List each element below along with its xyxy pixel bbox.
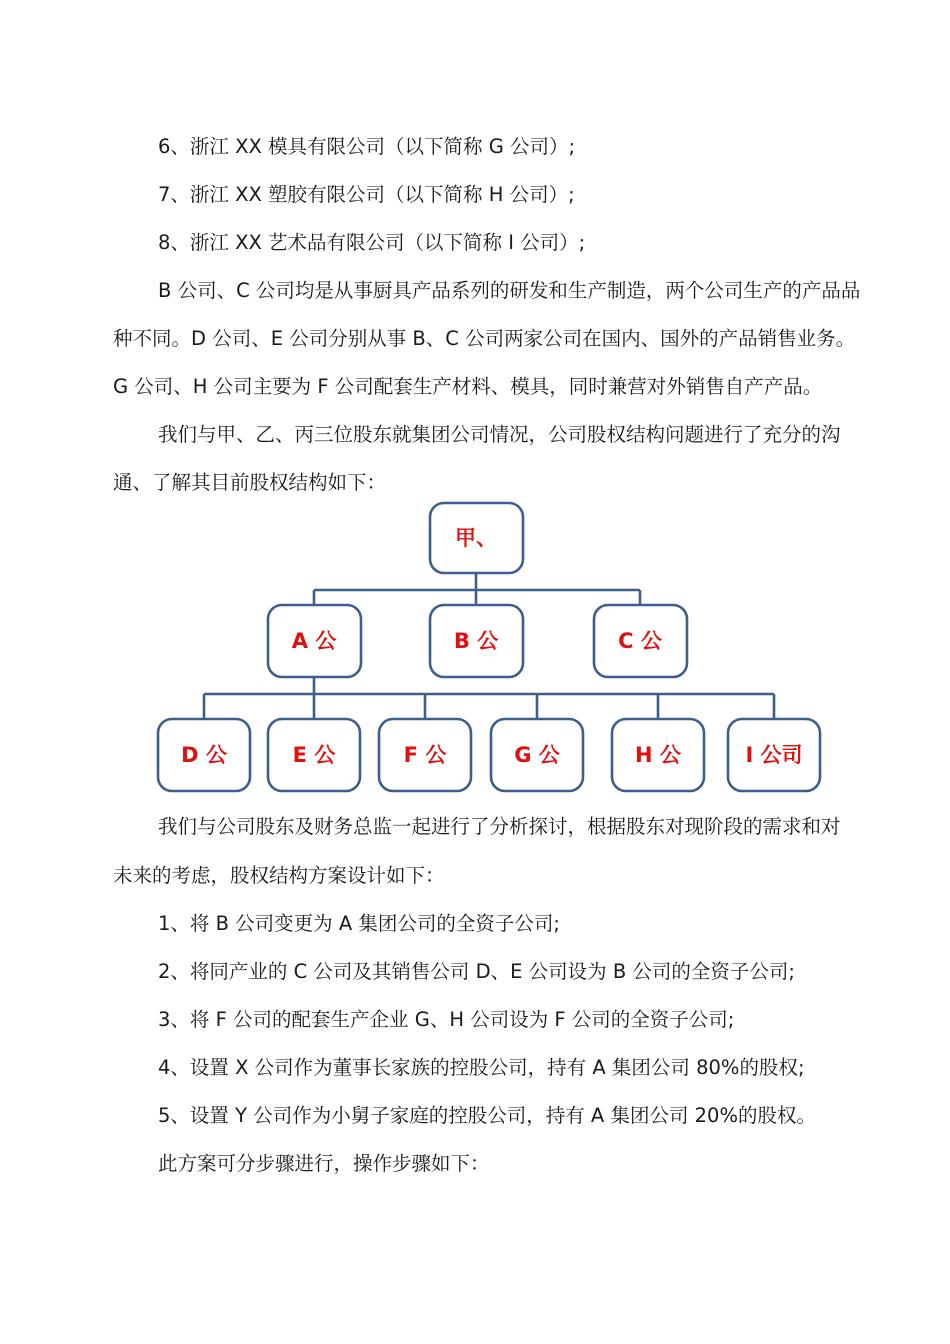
node-root-label: 甲、 xyxy=(455,526,497,550)
edge-root-level1 xyxy=(314,573,640,605)
node-d-label: D 公 xyxy=(181,743,227,767)
plan-item-5: 5、设置 Y 公司作为小舅子家庭的控股公司，持有 A 集团公司 20%的股权。 xyxy=(158,1104,816,1127)
list-item-h-company: 7、浙江 XX 塑胶有限公司（以下简称 H 公司）; xyxy=(158,183,575,206)
list-item-g-company: 6、浙江 XX 模具有限公司（以下简称 G 公司）; xyxy=(158,135,576,158)
list-item-i-company: 8、浙江 XX 艺术品有限公司（以下简称 I 公司）; xyxy=(158,231,586,254)
paragraph-structure-line-1: 我们与甲、乙、丙三位股东就集团公司情况，公司股权结构问题进行了充分的沟 xyxy=(158,423,841,446)
node-f-label: F 公 xyxy=(403,743,447,767)
paragraph-analysis-line-2: 未来的考虑，股权结构方案设计如下： xyxy=(113,864,445,887)
node-b-label: B 公 xyxy=(453,629,499,653)
paragraph-business-line-1: B 公司、C 公司均是从事厨具产品系列的研发和生产制造，两个公司生产的产品品 xyxy=(158,279,861,302)
node-h-label: H 公 xyxy=(635,743,681,767)
node-e-label: E 公 xyxy=(292,743,336,767)
node-i-label: I 公司 xyxy=(745,743,803,767)
paragraph-business-line-3: G 公司、H 公司主要为 F 公司配套生产材料、模具，同时兼营对外销售自产产品。 xyxy=(113,375,823,398)
closing-line: 此方案可分步骤进行，操作步骤如下： xyxy=(158,1152,490,1175)
paragraph-analysis-line-1: 我们与公司股东及财务总监一起进行了分析探讨，根据股东对现阶段的需求和对 xyxy=(158,815,841,838)
node-a-label: A 公 xyxy=(291,629,337,653)
edge-a-level2 xyxy=(204,677,774,719)
node-c-label: C 公 xyxy=(618,629,662,653)
plan-item-2: 2、将同产业的 C 公司及其销售公司 D、E 公司设为 B 公司的全资子公司; xyxy=(158,960,795,983)
node-g-label: G 公 xyxy=(514,743,560,767)
paragraph-structure-line-2: 通、了解其目前股权结构如下： xyxy=(113,471,387,494)
plan-item-4: 4、设置 X 公司作为董事长家族的控股公司，持有 A 集团公司 80%的股权; xyxy=(158,1056,805,1079)
plan-item-1: 1、将 B 公司变更为 A 集团公司的全资子公司; xyxy=(158,912,560,935)
plan-item-3: 3、将 F 公司的配套生产企业 G、H 公司设为 F 公司的全资子公司; xyxy=(158,1008,735,1031)
paragraph-business-line-2: 种不同。D 公司、E 公司分别从事 B、C 公司两家公司在国内、国外的产品销售业务。 xyxy=(113,327,856,350)
